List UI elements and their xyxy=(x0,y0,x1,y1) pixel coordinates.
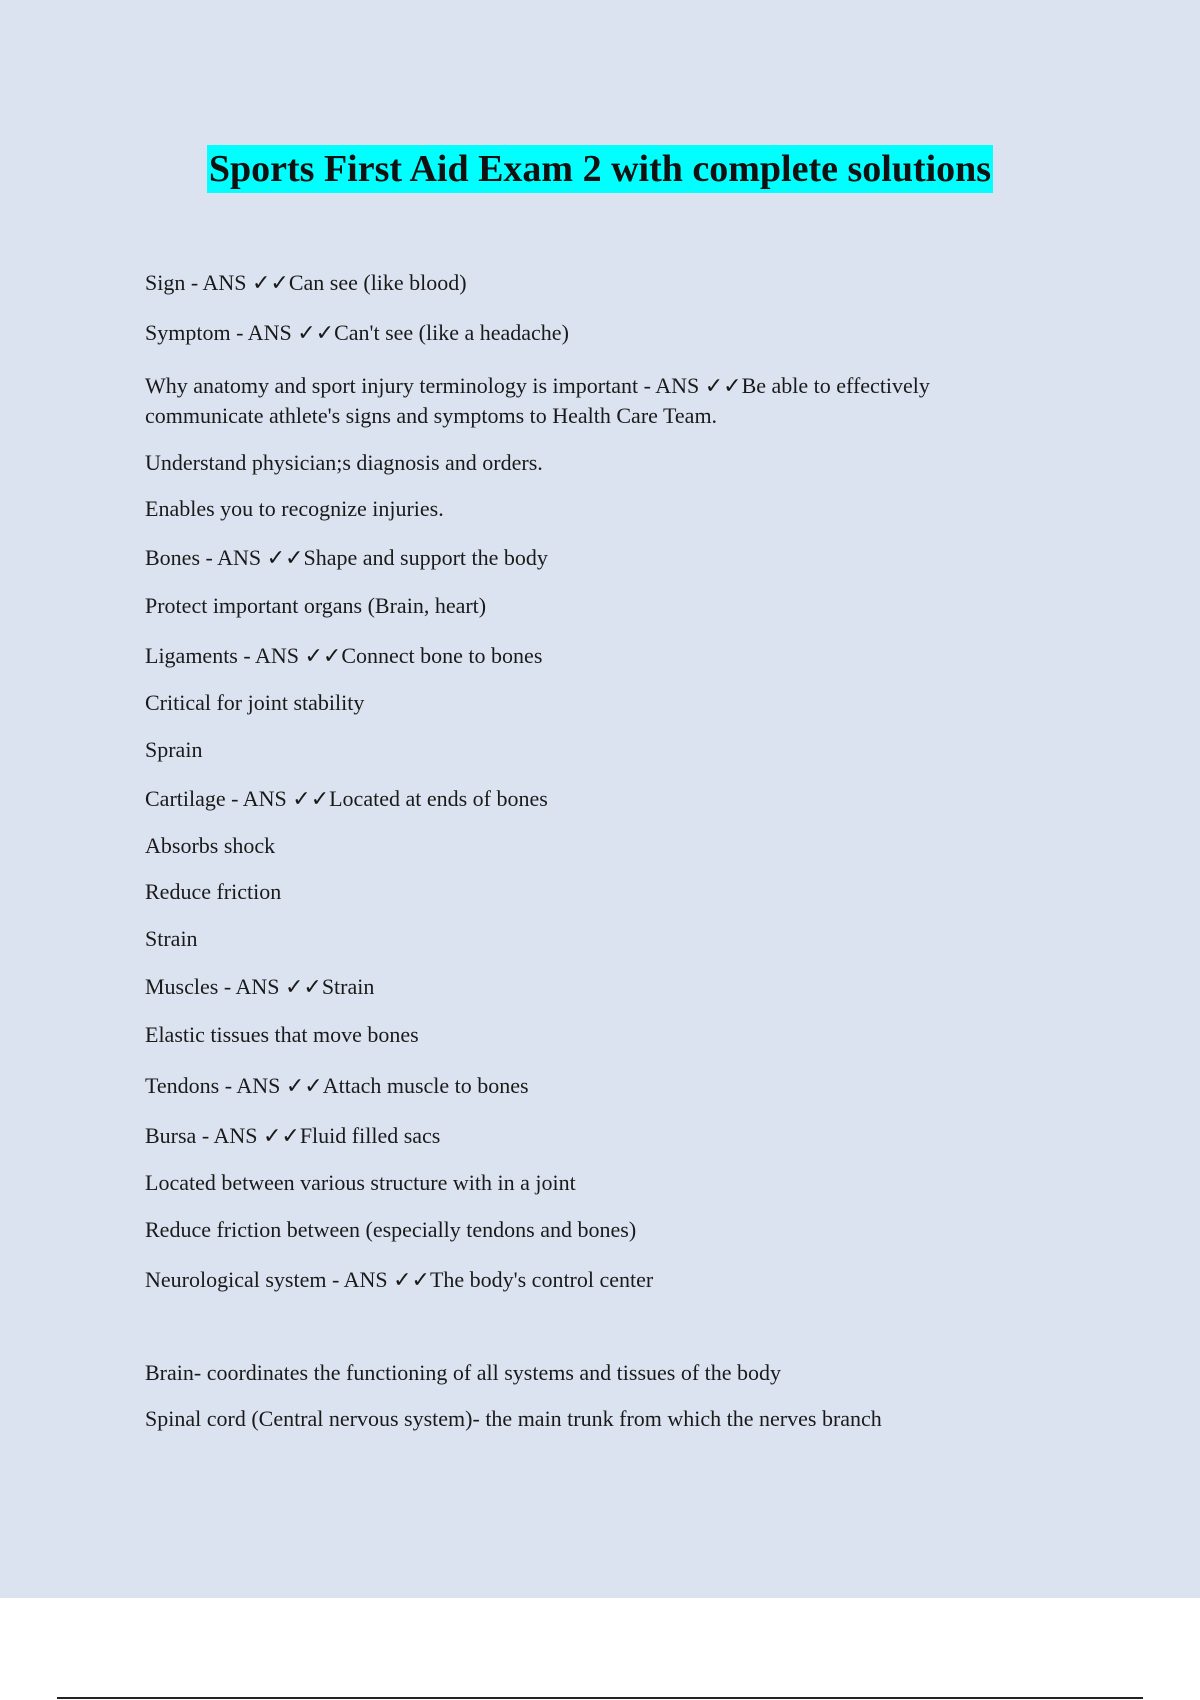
qa-line-bursa: Bursa - ANS ✓✓Fluid filled sacs xyxy=(145,1123,441,1148)
qa-line-sign: Sign - ANS ✓✓Can see (like blood) xyxy=(145,270,467,295)
qa-line-muscles: Muscles - ANS ✓✓Strain xyxy=(145,974,375,999)
text-line: Located between various structure with in a joint xyxy=(145,1170,576,1195)
page-title: Sports First Aid Exam 2 with complete solutions xyxy=(207,145,993,193)
footer-divider xyxy=(57,1697,1143,1699)
text-line: Elastic tissues that move bones xyxy=(145,1022,419,1047)
qa-line-bones: Bones - ANS ✓✓Shape and support the body xyxy=(145,545,548,570)
text-line: Protect important organs (Brain, heart) xyxy=(145,593,487,618)
text-line: Absorbs shock xyxy=(145,833,276,858)
qa-line-tendons: Tendons - ANS ✓✓Attach muscle to bones xyxy=(145,1073,529,1098)
text-line: Strain xyxy=(145,926,198,951)
qa-line-terminology: Why anatomy and sport injury terminology is important - ANS ✓✓Be able to effectively communicate athlete's signs and symptoms to Health Care Team. xyxy=(145,373,930,428)
text-line: Understand physician;s diagnosis and orders. xyxy=(145,450,543,475)
text-line: Enables you to recognize injuries. xyxy=(145,496,444,521)
text-line: Critical for joint stability xyxy=(145,690,365,715)
qa-line-neurological: Neurological system - ANS ✓✓The body's control center xyxy=(145,1267,654,1292)
qa-line-ligaments: Ligaments - ANS ✓✓Connect bone to bones xyxy=(145,643,543,668)
text-line: Reduce friction xyxy=(145,879,282,904)
text-line: Sprain xyxy=(145,737,203,762)
text-line: Reduce friction between (especially tendons and bones) xyxy=(145,1217,637,1242)
text-line: Brain- coordinates the functioning of all systems and tissues of the body xyxy=(145,1360,782,1385)
title-container xyxy=(0,145,1200,193)
text-line: Spinal cord (Central nervous system)- the main trunk from which the nerves branch xyxy=(145,1406,882,1431)
qa-line-symptom: Symptom - ANS ✓✓Can't see (like a headache) xyxy=(145,320,569,345)
qa-line-cartilage: Cartilage - ANS ✓✓Located at ends of bones xyxy=(145,786,548,811)
